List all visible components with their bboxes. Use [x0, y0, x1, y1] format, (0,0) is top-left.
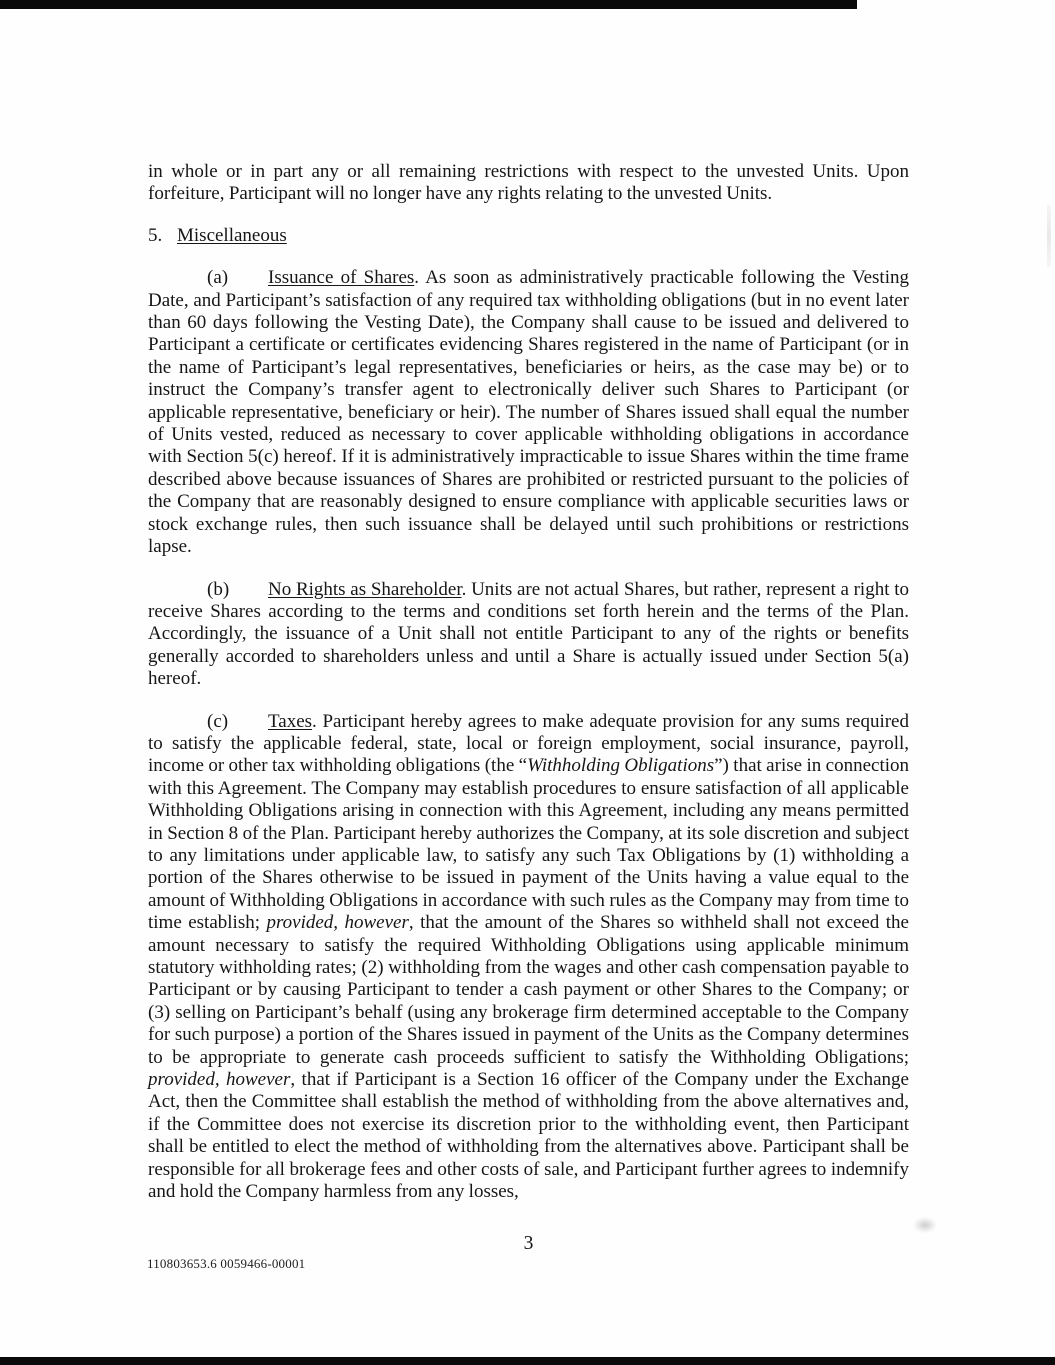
- subsection-body-b: No Rights as Shareholder. Units are not actual Shares, but rather, represent a right to receive Shares according to the terms and conditions set forth herein and the terms of the Plan. Accordingly, the issuance of a Unit shall not entitle Participant to any of the rights or benefits generally accorded to shareholders unless and until a Share is actually issued under Section 5(a) hereof.: [148, 578, 909, 690]
- scan-artifact-edge-streak: [1047, 205, 1051, 267]
- subsection-body-a: Issuance of Shares. As soon as administratively practicable following the Vesting Date, and Participant’s satisfaction of any required tax withholding obligations (but in no event later than 60 days following the Vesting Date), the Company shall cause to be issued and delivered to Participant a certificate or certificates evidencing Shares registered in the name of Participant (or in the name of Participant’s legal representatives, beneficiaries or heirs, as the case may be) or to instruct the Company’s transfer agent to electronically deliver such Shares to Participant (or applicable representative, beneficiary or heir). The number of Shares issued shall equal the number of Units vested, reduced as necessary to cover applicable withholding obligations in accordance with Section 5(c) hereof. If it is administratively impracticable to issue Shares within the time frame described above because issuances of Shares are prohibited or restricted pursuant to the policies of the Company that are reasonably designed to ensure compliance with applicable securities laws or stock exchange rules, then such issuance shall be delayed until such prohibitions or restrictions lapse.: [148, 267, 909, 558]
- subsection-label-a: (a): [207, 267, 229, 289]
- section-heading: [148, 225, 909, 247]
- document-control-number: 110803653.6 0059466-00001: [147, 1256, 306, 1271]
- page-number: 3: [523, 1233, 534, 1254]
- subsection-label-b: (b): [207, 578, 230, 600]
- subsection-paragraph-b: [148, 579, 909, 691]
- scan-artifact-top-bar: [0, 0, 857, 9]
- subsection-body-c: Taxes. Participant hereby agrees to make adequate provision for any sums required to satisfy the applicable federal, state, local or foreign employment, social insurance, payroll, income or other tax withholding obligations (the “Withholding Obligations”) that arise in connection with this Agreement. The Company may establish procedures to ensure satisfaction of all applicable Withholding Obligations arising in connection with this Agreement, including any means permitted in Section 8 of the Plan. Participant hereby authorizes the Company, at its sole discretion and subject to any limitations under applicable law, to satisfy any such Tax Obligations by (1) withholding a portion of the Shares otherwise to be issued in payment of the Units having a value equal to the amount of Withholding Obligations in accordance with such rules as the Company may from time to time establish; provided, however, that the amount of the Shares so withheld shall not exceed the amount necessary to satisfy the required Withholding Obligations using applicable minimum statutory withholding rates; (2) withholding from the wages and other cash compensation payable to Participant or by causing Participant to tender a cash payment or other Shares to the Company; or (3) selling on Participant’s behalf (using any brokerage firm determined acceptable to the Company for such purpose) a portion of the Shares issued in payment of the Units as the Company determines to be appropriate to generate cash proceeds sufficient to satisfy the Withholding Obligations; provided, however, that if Participant is a Section 16 officer of the Company under the Exchange Act, then the Committee shall establish the method of withholding from the above alternatives and, if the Committee does not exercise its discretion prior to the withholding event, then Participant shall be entitled to elect the method of withholding from the alternatives above. Participant shall be responsible for all brokerage fees and other costs of sale, and Participant further agrees to indemnify and hold the Company harmless from any losses,: [148, 710, 909, 1203]
- subsection-paragraph-a: [148, 267, 909, 558]
- scan-artifact-smudge: [913, 1217, 937, 1233]
- section-title: Miscellaneous: [177, 224, 287, 246]
- section-number: 5.: [148, 224, 163, 246]
- subsection-label-c: (c): [207, 710, 229, 732]
- scan-artifact-bottom-bar: [0, 1357, 1055, 1365]
- subsection-paragraph-c: [148, 711, 909, 1204]
- paragraph-continuation: in whole or in part any or all remaining restrictions with respect to the unvested Units. Upon forfeiture, Participant will no longer have any rights relating to the unvested Units.: [148, 161, 909, 205]
- document-body: [148, 161, 909, 1203]
